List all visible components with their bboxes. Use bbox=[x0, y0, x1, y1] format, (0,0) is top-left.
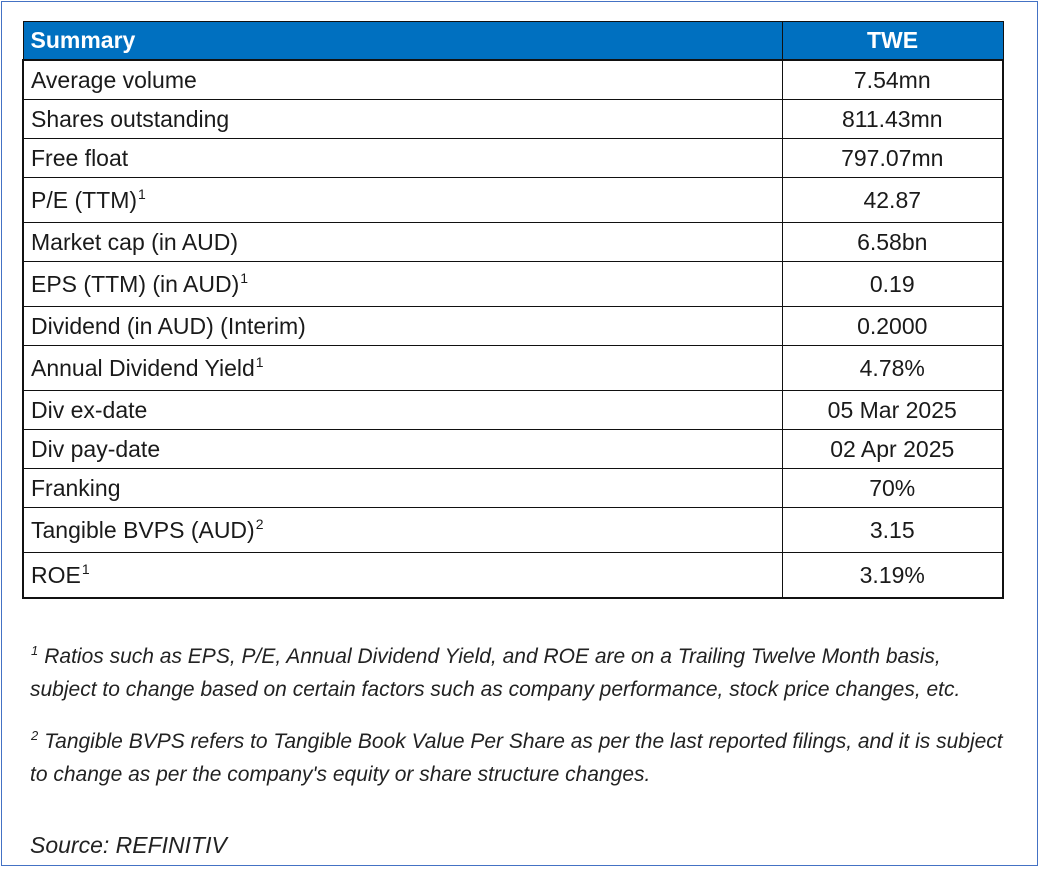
row-label-text: Franking bbox=[31, 474, 121, 501]
table-row bbox=[23, 60, 1003, 100]
row-label bbox=[23, 346, 782, 391]
row-label-text: Annual Dividend Yield bbox=[31, 354, 255, 381]
row-value: 797.07mn bbox=[782, 139, 1003, 178]
row-value: 70% bbox=[782, 469, 1003, 508]
footnote-2 bbox=[30, 725, 1010, 791]
row-value: 7.54mn bbox=[782, 60, 1003, 100]
table-row bbox=[23, 508, 1003, 553]
table-row bbox=[23, 307, 1003, 346]
row-value: 3.15 bbox=[782, 508, 1003, 553]
table-row bbox=[23, 553, 1003, 599]
row-label bbox=[23, 391, 782, 430]
row-label bbox=[23, 223, 782, 262]
table-row bbox=[23, 178, 1003, 223]
footnote-marker: 1 bbox=[240, 269, 249, 286]
row-label-text: Dividend (in AUD) (Interim) bbox=[31, 312, 306, 339]
row-label bbox=[23, 60, 782, 100]
table-row bbox=[23, 346, 1003, 391]
footnotes bbox=[30, 640, 1010, 791]
table-row bbox=[23, 469, 1003, 508]
source-line: Source: REFINITIV bbox=[30, 832, 227, 858]
row-label bbox=[23, 508, 782, 553]
footnote-1 bbox=[30, 640, 1010, 725]
row-label-text: P/E (TTM) bbox=[31, 186, 138, 213]
table-row bbox=[23, 391, 1003, 430]
summary-table bbox=[22, 21, 1004, 599]
row-value: 0.2000 bbox=[782, 307, 1003, 346]
row-label-text: Shares outstanding bbox=[31, 105, 230, 132]
row-label bbox=[23, 553, 782, 599]
row-value: 02 Apr 2025 bbox=[782, 430, 1003, 469]
row-value: 0.19 bbox=[782, 262, 1003, 307]
footnote-marker: 1 bbox=[138, 185, 146, 202]
row-value: 05 Mar 2025 bbox=[782, 391, 1003, 430]
footnote-2-text: Tangible BVPS refers to Tangible Book Value Per Share as per the last reported filings, and it is subject to change as per the company's equity or share structure changes. bbox=[30, 730, 1003, 786]
table-body bbox=[23, 60, 1003, 598]
footnote-marker: 1 bbox=[255, 353, 264, 370]
footnote-1-marker: 1 bbox=[31, 643, 39, 658]
row-label-text: Div pay-date bbox=[31, 435, 161, 462]
row-label-text: ROE bbox=[31, 561, 81, 588]
row-value: 4.78% bbox=[782, 346, 1003, 391]
row-label bbox=[23, 307, 782, 346]
row-label bbox=[23, 262, 782, 307]
table-row bbox=[23, 430, 1003, 469]
table-row bbox=[23, 139, 1003, 178]
row-value: 3.19% bbox=[782, 553, 1003, 599]
footnote-1-text: Ratios such as EPS, P/E, Annual Dividend Yield, and ROE are on a Trailing Twelve Month basis, subject to change based on certain factors such as company performance, stock price changes, etc. bbox=[30, 645, 961, 701]
footnote-marker: 1 bbox=[81, 560, 90, 577]
table-row bbox=[23, 262, 1003, 307]
row-label-text: Div ex-date bbox=[31, 396, 148, 423]
row-label-text: Tangible BVPS (AUD) bbox=[31, 516, 255, 543]
row-value: 42.87 bbox=[782, 178, 1003, 223]
row-label-text: Market cap (in AUD) bbox=[31, 228, 239, 255]
row-label bbox=[23, 430, 782, 469]
header-summary: Summary bbox=[23, 22, 782, 61]
row-label bbox=[23, 100, 782, 139]
table-row bbox=[23, 100, 1003, 139]
row-label-text: Free float bbox=[31, 144, 129, 171]
row-label-text: EPS (TTM) (in AUD) bbox=[31, 270, 240, 297]
row-value: 811.43mn bbox=[782, 100, 1003, 139]
row-label bbox=[23, 469, 782, 508]
row-value: 6.58bn bbox=[782, 223, 1003, 262]
header-ticker: TWE bbox=[782, 22, 1003, 61]
footnote-2-marker: 2 bbox=[31, 728, 39, 743]
table-row bbox=[23, 223, 1003, 262]
row-label-text: Average volume bbox=[31, 66, 197, 93]
table-header-row bbox=[23, 22, 1003, 61]
row-label bbox=[23, 178, 782, 223]
footnote-marker: 2 bbox=[255, 515, 264, 532]
row-label bbox=[23, 139, 782, 178]
